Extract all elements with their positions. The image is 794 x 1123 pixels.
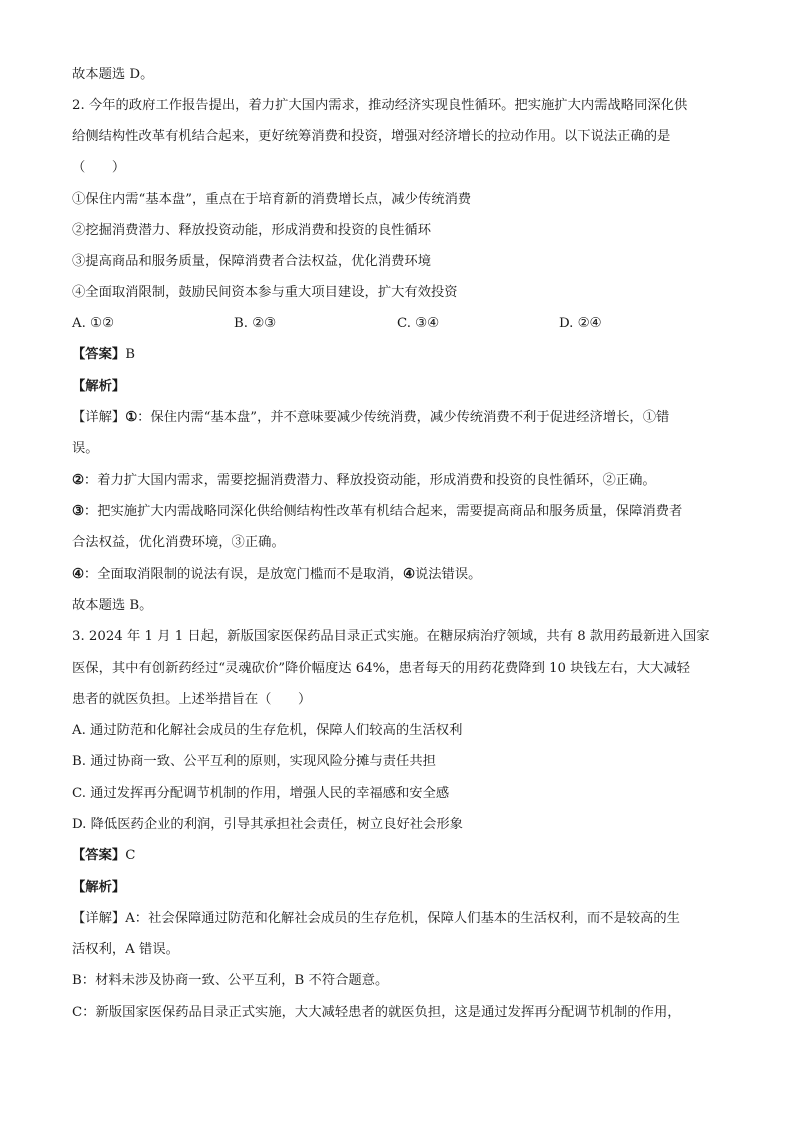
q2-option-a: A. ①② xyxy=(72,316,114,331)
q2-option-b: B. ②③ xyxy=(234,316,277,331)
q3-option-a: A. 通过防范和化解社会成员的生存危机，保障人们较高的生活权利 xyxy=(72,723,463,738)
q2-detail-3-line-1 xyxy=(72,502,682,522)
q3-analysis-label: 【解析】 xyxy=(72,880,126,895)
q2-detail-3-mark: ③ xyxy=(72,504,84,519)
q3-option-c: C. 通过发挥再分配调节机制的作用，增强人民的幸福感和安全感 xyxy=(72,786,450,801)
q3-detail-c-line-1: C：新版国家医保药品目录正式实施，大大减轻患者的就医负担，这是通过发挥再分配调节机制的作用， xyxy=(72,1005,681,1020)
q3-stem-line-2: 医保，其中有创新药经过“灵魂砍价”降价幅度达 64%，患者每天的用药花费降到 10 块钱左右，大大减轻 xyxy=(72,661,690,676)
q2-conclusion: 故本题选 B。 xyxy=(72,598,153,613)
q2-stem-line-2: 给侧结构性改革有机结合起来，更好统筹消费和投资，增强对经济增长的拉动作用。以下说法正确的是 xyxy=(72,129,671,144)
q2-detail-2-text: ：着力扩大国内需求，需要挖掘消费潜力、释放投资动能，形成消费和投资的良性循环，②正确。 xyxy=(83,473,656,488)
q2-item-2: ②挖掘消费潜力、释放投资动能，形成消费和投资的良性循环 xyxy=(72,223,432,238)
q2-analysis-label: 【解析】 xyxy=(72,379,126,394)
q2-detail-3-text: ：把实施扩大内需战略同深化供给侧结构性改革有机结合起来，需要提高商品和服务质量，保障消费者 xyxy=(83,504,683,519)
q2-detail-1-mark: ① xyxy=(125,410,138,425)
q3-stem-line-1: 3. 2024 年 1 月 1 日起，新版国家医保药品目录正式实施。在糖尿病治疗领域，共有 8 款用药最新进入国家 xyxy=(72,629,710,644)
q2-item-1: ①保住内需“基本盘”，重点在于培育新的消费增长点，减少传统消费 xyxy=(72,192,472,207)
q2-option-d: D. ②④ xyxy=(559,316,602,331)
q3-answer-label: 【答案】 xyxy=(72,848,126,863)
q2-detail-4-mark: ④ xyxy=(72,567,84,582)
q2-answer xyxy=(72,345,135,365)
q2-detail-4 xyxy=(72,565,481,585)
q3-answer-value: C xyxy=(125,848,136,863)
q2-detail-4-text-a: ：全面取消限制的说法有误，是放宽门槛而不是取消， xyxy=(83,567,404,582)
q2-detail-4-text-b: 说法错误。 xyxy=(414,567,482,582)
q3-detail-label: 【详解】 xyxy=(72,911,126,926)
q3-option-d: D. 降低医药企业的利润，引导其承担社会责任，树立良好社会形象 xyxy=(72,817,463,832)
q2-item-4: ④全面取消限制，鼓励民间资本参与重大项目建设，扩大有效投资 xyxy=(72,285,458,300)
q2-detail-1-text: ：保住内需“基本盘”，并不意味要减少传统消费，减少传统消费不利于促进经济增长，①错 xyxy=(137,410,670,425)
q2-detail-2 xyxy=(72,471,656,491)
q2-answer-value: B xyxy=(125,347,135,362)
q2-detail-4-mark-b: ④ xyxy=(403,567,415,582)
q2-detail-1-line-2: 误。 xyxy=(72,441,99,456)
q3-stem-line-3: 患者的就医负担。上述举措旨在（ ） xyxy=(72,692,312,707)
q3-detail-b: B：材料未涉及协商一致、公平互利，B 不符合题意。 xyxy=(72,973,389,988)
q2-detail-label: 【详解】 xyxy=(72,410,126,425)
q3-detail-a-text: A：社会保障通过防范和化解社会成员的生存危机，保障人们基本的生活权利，而不是较高的生 xyxy=(125,911,680,926)
q3-option-b: B. 通过协商一致、公平互利的原则，实现风险分摊与责任共担 xyxy=(72,754,436,769)
q2-detail-3-line-2: 合法权益，优化消费环境，③正确。 xyxy=(72,535,285,550)
q3-answer xyxy=(72,846,135,866)
q2-item-3: ③提高商品和服务质量，保障消费者合法权益，优化消费环境 xyxy=(72,254,432,269)
q2-detail-2-mark: ② xyxy=(72,473,84,488)
q3-detail-a-line-1 xyxy=(72,909,680,929)
q1-conclusion: 故本题选 D。 xyxy=(72,67,154,82)
q2-option-c: C. ③④ xyxy=(397,316,439,331)
q3-detail-a-line-2: 活权利，A 错误。 xyxy=(72,942,179,957)
q2-answer-label: 【答案】 xyxy=(72,347,126,362)
q2-detail-1-line-1 xyxy=(72,408,669,428)
q2-stem-line-1: 2. 今年的政府工作报告提出，着力扩大国内需求，推动经济实现良性循环。把实施扩大内需战略同深化供 xyxy=(72,98,688,113)
q2-stem-line-3: （ ） xyxy=(72,160,126,175)
